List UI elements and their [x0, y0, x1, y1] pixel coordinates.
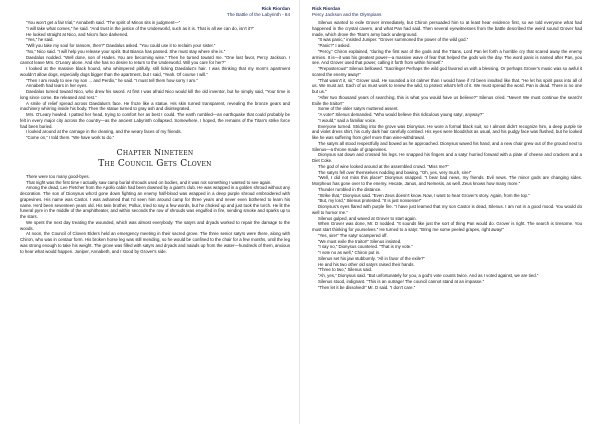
paragraph: “A vote!” Silenus demanded. “Who would believe this ridiculous young satyr, anyway?”	[318, 112, 484, 118]
paragraph: Everyone turned. Striding into the grove was Dionysus. He wore a formal black suit, so I almost didn't recognize him, a deep purple tie and violet dress shirt, his curly dark hair carefully combed. His eyes were bloodshot as usual, and his pudgy face was flushed, but he looked like he was suffering from grief more than wine-withdrawal.	[312, 123, 582, 141]
paragraph: “Percy,” Chiron explained, “during the first war of the gods and the Titans, Lord Pan let forth a horrible cry that scared away the enemy armies. It is—it was his greatest power—a massive wave of fear that helped the gods win the day. The word panic is named after Pan, you see. And Grover used that power, calling it forth from within himself.”	[312, 48, 582, 66]
paragraph: “But, my lord,” Silenus protested. “It is just nonsense!”	[318, 198, 422, 204]
paragraph: Silenus stood, indignant. “This is an outrage! The council cannot stand at an impasse.”	[318, 278, 485, 284]
paragraph: We spent the next day treating the wounded, which was almost everybody. The satyrs and dryads worked to repair the damage to the woods.	[20, 219, 290, 231]
paragraph: He looked straight at Nico, and Nico's face darkened.	[26, 31, 129, 37]
paragraph: The satyrs fell over themselves nodding and bowing. “Oh, yes, very much, sire!”	[318, 169, 472, 175]
left-page-header	[20, 6, 290, 17]
paragraph: A smile of relief spread across Daedalus's face. He froze like a statue. His skin turned transparent, revealing the bronze gears and machinery whirring inside his body. Then the statue turned to gray ash and disintegrated.	[20, 100, 290, 112]
left-header-book: The Battle of the Labyrinth - 84	[226, 11, 290, 17]
right-header-book: Percy Jackson and the Olympians	[312, 11, 382, 17]
paragraph: “Yes, sire!” The satyr scampered off.	[318, 232, 388, 238]
chapter-body	[20, 174, 290, 255]
paragraph: I looked around at the carnage in the clearing, and the weary faces of my friends.	[26, 129, 182, 135]
paragraph: “It was panic,” insisted Juniper. “Grover summoned the power of the wild god.”	[318, 37, 469, 43]
paragraph: Daedalus turned toward Nico, who drew his sword. At first I was afraid Nico would kill the old inventor, but he simply said, “Your time is long since come. Be released and rest.”	[20, 89, 290, 100]
paragraph: “Three to two,” Silenus said.	[318, 267, 373, 273]
paragraph: “I vote no as well,” Chiron put in.	[318, 250, 381, 256]
left-header-author: Rick Riordan	[261, 6, 290, 11]
paragraph: Some of the older satyrs muttered assent.	[318, 106, 399, 112]
paragraph: Dionysus's eyes flared with purple fire. “I have just learned that my son Castor is dead, Silenus. I am not in a good mood. You would do well to humor me.”	[312, 204, 582, 215]
paragraph: Silenus wanted to exile Grover immediately, but Chiron persuaded him to at least hear evidence first, so we told everyone what had happened in the crystal cavern, and what Pan had said. Then several eyewitnesses from the battle described the weird sound Grover had made, which drove the Titan's army back underground.	[312, 20, 582, 37]
paragraph: The satyrs all stood respectfully and bowed as he approached. Dionysus waved his hand, and a new chair grew out of the ground next to Silenus—a throne made of grapevines.	[312, 140, 582, 152]
paragraph: “I say no,” Dionysus countered. “That is my vote.”	[318, 244, 413, 250]
paragraph: “You won't get a fair trial,” Annabeth said. “The spirit of Minos sits in judgment—”	[26, 20, 181, 26]
paragraph: There were too many good-byes.	[26, 173, 90, 179]
chapter-title: The Council Gets Cloven	[98, 158, 212, 169]
chapter-number: Chapter Nineteen	[116, 147, 194, 157]
paragraph: Annabeth had tears in her eyes.	[26, 83, 88, 89]
right-page-body	[312, 20, 582, 290]
paragraph: Thunder rumbled in the distance.	[318, 186, 382, 192]
chapter-heading	[20, 148, 290, 170]
paragraph: Silenus gulped, and waved at Grover to start again.	[318, 215, 417, 221]
paragraph: When Grover was done, Mr. D nodded. “It sounds like just the sort of thing Pan would do. Grover is right. The search is tiresome. You must start thinking for yourselves.” He turned to a satyr. “Bring me some peeled grapes, right away!”	[312, 221, 582, 233]
paragraph: “We must exile the traitor!” Silenus insisted.	[318, 238, 402, 244]
paragraph: Mrs. O'Leary howled. I patted her head, trying to comfort her as best I could. The earth rumbled—an earthquake that could probably be felt in every major city across the country—as the ancient Labyrinth collapsed. Somewhere, I hoped, the remains of the Titan's strike force had been buried.	[20, 112, 290, 129]
paragraph: “No,” Nico said. “I will help you release your spirit. But Bianca has passed. She must stay where she is.”	[26, 48, 226, 54]
left-page-body	[20, 20, 290, 141]
right-header-author: Rick Riordan	[312, 6, 341, 11]
right-page	[300, 0, 600, 424]
paragraph: “Then let it be dissolved!” Mr. D said. “I don't care.”	[318, 284, 416, 290]
paragraph: He and his two other old satyrs raised their hands.	[318, 261, 415, 267]
right-page-header	[312, 6, 582, 17]
paragraph: “Preposterous!” Silenus bellowed. “Sacrilege! Perhaps the wild god favored us with a blessing. Or perhaps Grover's music was so awful it scared the enemy away!”	[312, 66, 582, 77]
paragraph: Dionysus sat down and crossed his legs. He snapped his fingers and a satyr hurried forward with a plate of cheese and crackers and a Diet Coke.	[312, 152, 582, 164]
paragraph: The god of wine looked around at the assembled crowd. “Miss me?”	[318, 163, 449, 169]
paragraph: “Yes,” he said.	[26, 37, 54, 43]
paragraph: That night was the first time I actually saw camp burial shrouds used on bodies, and it was not something I wanted to see again.	[26, 179, 272, 185]
paragraph: Silenus set his jaw stubbornly. “All in favor of the exile?”	[318, 255, 425, 261]
paragraph: “Ah, yes,” Dionysus said. “But unfortunately for you, a god's vote counts twice. And as I voted against, we are tied.”	[318, 273, 539, 279]
paragraph: “Will you take my soul for ransom, then?” Daedalus asked. “You could use it to reclaim your sister.”	[26, 43, 216, 49]
paragraph: “Then I am ready to see my son ... and Perdix,” he said. “I must tell them how sorry I am.”	[26, 77, 198, 83]
paragraph: “I will take what comes,” he said. “And trust in the justice of the Underworld, such as it is. That is all we can do, isn't it?”	[26, 25, 254, 31]
paragraph: Daedalus nodded. “Well done, son of Hades. You are becoming wise.” Then he turned toward me. “One last favor, Percy Jackson. I cannot leave Mrs. O'Leary alone. And she has no desire to return to the Underworld. Will you care for her?”	[20, 54, 290, 66]
paragraph: “That wasn't it, sir,” Grover said. He sounded a lot calmer than I would have if I'd been insulted like that. “He let his spirit pass into all of us. We must act. Each of us must work to renew the wild, to protect what's left of it. We must spread the word. Pan is dead. There is no one but us.”	[312, 77, 582, 95]
paragraph: “I would,” said a familiar voice.	[318, 117, 377, 123]
paragraph: “Come on,” I told them. “We have work to do.”	[26, 135, 115, 141]
paragraph: “Panic?” I asked.	[318, 43, 351, 49]
paragraph: “After two thousand years of searching, this is what you would have us believe?” Silenus cried. “Never! We must continue the search! Exile the traitor!”	[312, 94, 582, 106]
paragraph: At noon, the Council of Cloven Elders held an emergency meeting in their sacred grove. The three senior satyrs were there, along with Chiron, who was in centaur form. His broken horse leg was still mending, so he would be confined to the chair for a few months, until the leg was strong enough to take his weight. The grove was filled with satyrs and dryads and naiads up from the water—hundreds of them, anxious to hear what would happen. Juniper, Annabeth, and I stood by Grover's side.	[20, 231, 290, 254]
paragraph: I looked at the massive black hound, who whimpered pitifully, still licking Daedalus's hair. I was thinking that my mom's apartment wouldn't allow dogs, especially dogs bigger than the apartment, but I said, “Yeah. Of course I will.”	[20, 66, 290, 77]
paragraph: “Well, I did not miss this place!” Dionysus snapped. “I bear bad news, my friends. Evil news. The minor gods are changing sides. Morpheus has gone over to the enemy. Hecate, Janus, and Nemesis, as well. Zeus knows how many more.”	[312, 175, 582, 187]
paragraph: “Strike that,” Dionysus said. “Even Zeus doesn't know. Now, I want to hear Grover's story. Again, from the top.”	[318, 192, 530, 198]
paragraph: Among the dead, Lee Fletcher from the Apollo cabin had been downed by a giant's club. He was wrapped in a golden shroud without any decoration. The son of Dionysus who'd gone down fighting an enemy half-blood was wrapped in a deep purple shroud embroidered with grapevines. His name was Castor. I was ashamed that I'd seen him around camp for three years and never even bothered to learn his name. He'd been seventeen years old. His twin brother, Pollux, tried to say a few words, but he choked up and just took the torch. He lit the funeral pyre in the middle of the amphitheater, and within seconds the row of shrouds was engulfed in fire, sending smoke and sparks up to the stars.	[20, 185, 290, 220]
